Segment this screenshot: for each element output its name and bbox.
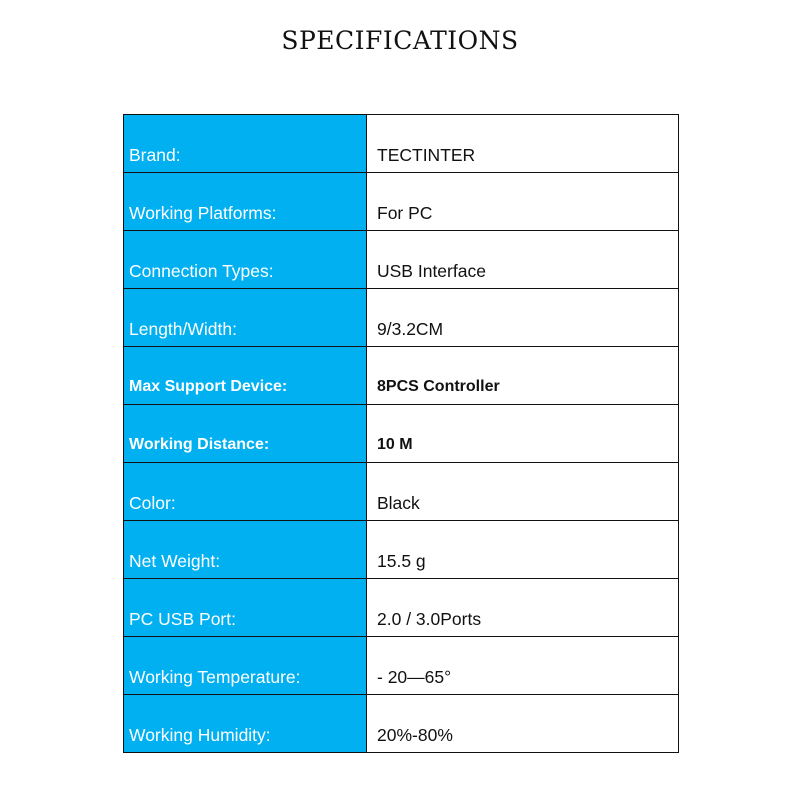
spec-label: Working Platforms: bbox=[124, 173, 367, 231]
spec-label: Length/Width: bbox=[124, 289, 367, 347]
spec-value: 20%-80% bbox=[367, 695, 679, 753]
table-row-length-width bbox=[124, 289, 679, 347]
spec-label: Color: bbox=[124, 463, 367, 521]
spec-value: For PC bbox=[367, 173, 679, 231]
specifications-table bbox=[123, 114, 679, 753]
table-row-connection-types bbox=[124, 231, 679, 289]
table-row-net-weight bbox=[124, 521, 679, 579]
spec-value: 15.5 g bbox=[367, 521, 679, 579]
spec-value: - 20—65° bbox=[367, 637, 679, 695]
spec-label: Working Temperature: bbox=[124, 637, 367, 695]
spec-value: Black bbox=[367, 463, 679, 521]
spec-label-text: Max Support Device: bbox=[129, 378, 288, 395]
spec-label: Working Humidity: bbox=[124, 695, 367, 753]
table-row-working-platforms bbox=[124, 173, 679, 231]
spec-value: 2.0 / 3.0Ports bbox=[367, 579, 679, 637]
spec-value: 9/3.2CM bbox=[367, 289, 679, 347]
table-row-pc-usb-port bbox=[124, 579, 679, 637]
spec-label: Connection Types: bbox=[124, 231, 367, 289]
table-row-color bbox=[124, 463, 679, 521]
spec-value-text: 10 M bbox=[377, 436, 413, 453]
spec-value-text: 8PCS Controller bbox=[377, 378, 500, 395]
spec-label-text: Working Distance: bbox=[129, 436, 270, 453]
table-row-working-distance bbox=[124, 405, 679, 463]
spec-value bbox=[367, 347, 679, 405]
spec-value: TECTINTER bbox=[367, 115, 679, 173]
table-row-working-temperature bbox=[124, 637, 679, 695]
table-row-max-support-device bbox=[124, 347, 679, 405]
spec-value bbox=[367, 405, 679, 463]
page-title: SPECIFICATIONS bbox=[281, 26, 519, 55]
spec-label bbox=[124, 405, 367, 463]
spec-value: USB Interface bbox=[367, 231, 679, 289]
spec-label: Net Weight: bbox=[124, 521, 367, 579]
table-row-working-humidity bbox=[124, 695, 679, 753]
spec-label bbox=[124, 347, 367, 405]
table-row-brand bbox=[124, 115, 679, 173]
spec-label: Brand: bbox=[124, 115, 367, 173]
spec-label: PC USB Port: bbox=[124, 579, 367, 637]
